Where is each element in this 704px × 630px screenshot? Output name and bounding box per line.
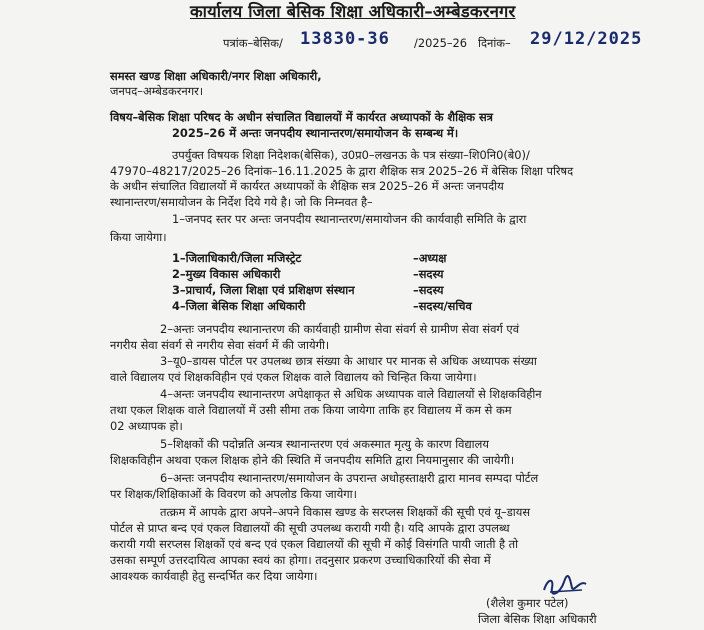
closing-line: करायी गयी सरप्लस शिक्षकों एवं बन्द एवं एकल विद्यालयों की सूची में कोई विसंगति पायी जाती है तो (110, 537, 519, 551)
signatory-name: (शैलेश कुमार पटेल) (486, 596, 569, 610)
committee-role: –सदस्य/सचिव (413, 299, 472, 313)
point1-line: किया जायेगा। (110, 230, 167, 244)
committee-role: –अध्यक्ष (413, 251, 447, 265)
office-title: कार्यालय जिला बेसिक शिक्षा अधिकारी–अम्बेडकरनगर (190, 2, 516, 21)
point5-line: 5–शिक्षकों की पदोन्नति अन्यत्र स्थानान्तरण एवं अकस्मात मृत्यु के कारण विद्यालय (160, 437, 489, 451)
point4-line: 02 अध्यापक हो। (110, 419, 183, 433)
committee-member: 1–जिलाधिकारी/जिला मजिस्ट्रेट (172, 251, 302, 265)
point6-line: पर शिक्षक/शिक्षिकाओं के विवरण को अपलोड किया जायेगा। (110, 487, 357, 501)
closing-line: आवश्यक कार्यवाही हेतु सन्दर्भित कर दिया जायेगा। (110, 569, 318, 583)
point3-line: 3–यू0–डायस पोर्टल पर उपलब्ध छात्र संख्या के आधार पर मानक से अधिक अध्यापक संख्या (160, 354, 537, 368)
point5-line: शिक्षकविहीन अथवा एकल शिक्षक होने की स्थिति में जनपदीय समिति द्वारा नियमानुसार की जायेगी। (110, 453, 515, 467)
ref-prefix: पत्रांक–बेसिक/ (223, 36, 283, 50)
addressee-line2: जनपद–अम्बेडकरनगर। (110, 84, 204, 98)
committee-member: 3–प्राचार्य, जिला शिक्षा एवं प्रशिक्षण संस्थान (172, 283, 355, 297)
ref-date: 29/12/2025 (530, 29, 643, 49)
point2-line: 2–अन्तः जनपदीय स्थानान्तरण की कार्यवाही ग्रामीण सेवा संवर्ग से ग्रामीण सेवा संवर्ग एवं (160, 322, 520, 336)
intro-line: 47970–48217/2025–26 दिनांक–16.11.2025 के द्वारा शैक्षिक सत्र 2025–26 में बेसिक शिक्षा परिषद (110, 164, 574, 178)
subject-line2: 2025–26 में अन्तः जनपदीय स्थानान्तरण/समायोजन के सम्बन्ध में। (172, 126, 459, 140)
ref-year: /2025–26 (414, 36, 468, 50)
closing-line: पोर्टल से प्राप्त बन्द एवं एकल विद्यालयों की सूची उपलब्ध करायी गयी है। यदि आपके द्वारा उपलब्ध (110, 521, 510, 535)
intro-line: स्थानान्तरण/समायोजन के निर्देश दिये गये है। जो कि निम्नवत है– (110, 195, 373, 209)
committee-role: –सदस्य (413, 267, 444, 281)
signature-mark (540, 574, 590, 596)
ref-number: 13830-36 (300, 29, 390, 49)
point6-line: 6–अन्तः जनपदीय स्थानान्तरण/समायोजन के उपरान्त अधोहस्ताक्षरी द्वारा मानव सम्पदा पोर्टल (160, 471, 539, 485)
committee-role: –सदस्य (413, 283, 444, 297)
point4-line: 4–अन्तः जनपदीय स्थानान्तरण अपेक्षाकृत से अधिक अध्यापक वाले विद्यालयों से शिक्षकविहीन (160, 387, 542, 401)
point1-line: 1–जनपद स्तर पर अन्तः जनपदीय स्थानान्तरण/समायोजन की कार्यवाही समिति के द्वारा (172, 212, 527, 226)
signatory-designation: जिला बेसिक शिक्षा अधिकारी (478, 612, 597, 626)
committee-member: 2–मुख्य विकास अधिकारी (172, 267, 281, 281)
closing-line: उसका सम्पूर्ण उत्तरदायित्व आपका स्वयं का होगा। तदनुसार प्रकरण उच्चाधिकारियों की सेवा में (110, 553, 491, 567)
point3-line: वाले विद्यालय एवं शिक्षकविहीन एवं एकल शिक्षक वाले विद्यालय को चिन्हित किया जायेगा। (110, 370, 477, 384)
committee-member: 4–जिला बेसिक शिक्षा अधिकारी (172, 299, 306, 313)
closing-line: तत्क्रम में आपके द्वारा अपने–अपने विकास खण्ड के सरप्लस शिक्षकों की सूची एवं यू–डायस (160, 505, 531, 519)
ref-date-label: दिनांक– (478, 36, 511, 50)
intro-line: के अधीन संचालित विद्यालयों में कार्यरत अध्यापकों के शैक्षिक सत्र 2025–26 में अन्तः जनपदीय (110, 179, 504, 193)
subject-line1: विषय–बेसिक शिक्षा परिषद के अधीन संचालित विद्यालयों में कार्यरत अध्यापकों के शैक्षिक सत्र (110, 110, 493, 124)
point4-line: तथा एकल शिक्षक वाले विद्यालयों में उसी सीमा तक किया जायेगा ताकि हर विद्यालय में कम से कम (110, 403, 512, 417)
intro-line: उपर्युक्त विषयक शिक्षा निदेशक(बेसिक), उ0प्र0–लखनऊ के पत्र संख्या–शि0नि0(बे0)/ (172, 148, 530, 162)
point2-line: नगरीय सेवा संवर्ग से नगरीय सेवा संवर्ग में की जायेगी। (110, 338, 330, 352)
addressee-line1: समस्त खण्ड शिक्षा अधिकारी/नगर शिक्षा अधिकारी, (110, 69, 322, 83)
